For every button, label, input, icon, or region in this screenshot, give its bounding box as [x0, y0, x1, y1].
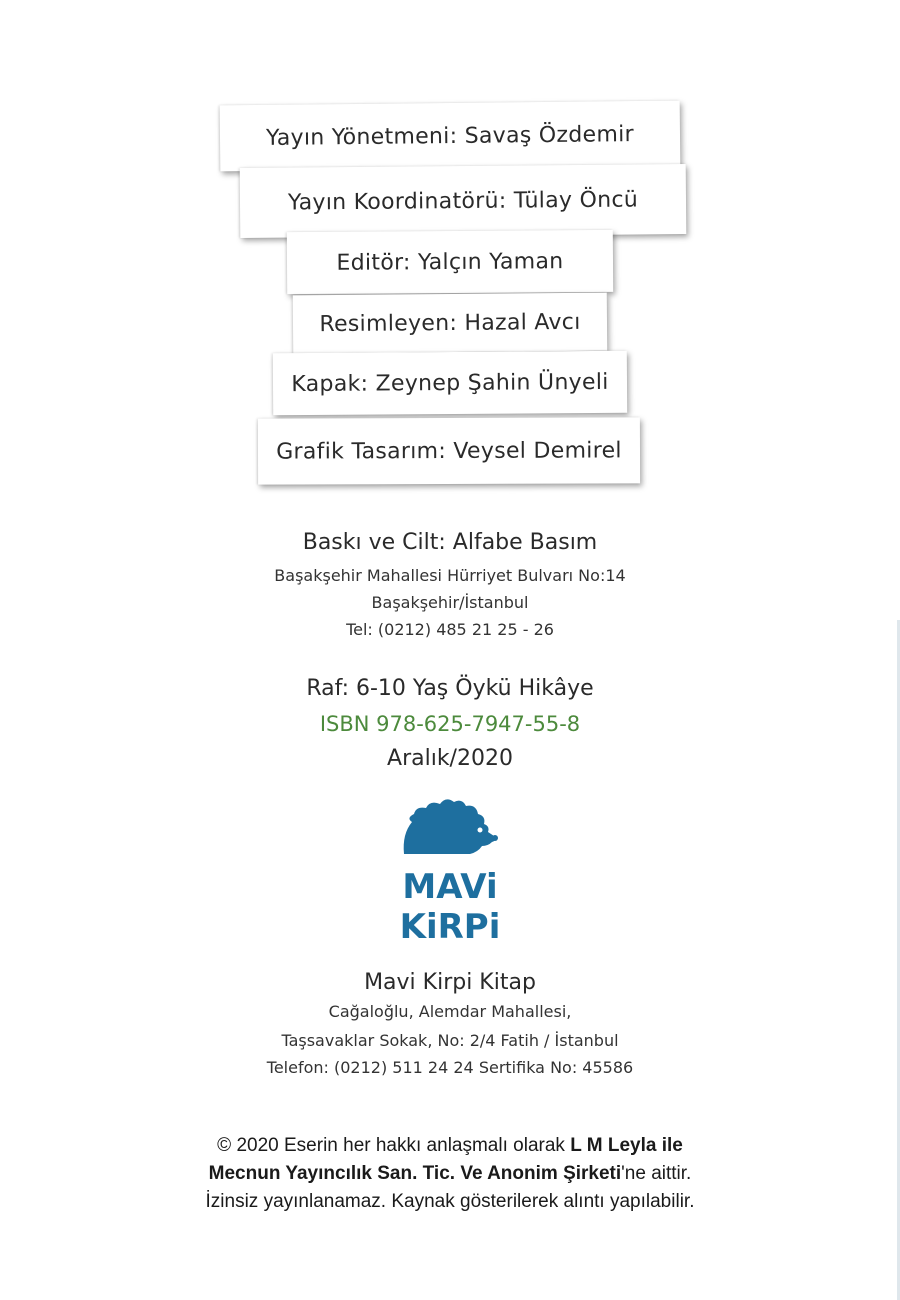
shelf-category: Raf: 6-10 Yaş Öykü Hikâye: [306, 676, 594, 701]
credit-card-publishing-director: [220, 101, 681, 172]
credit-text: Kapak: Zeynep Şahin Ünyeli: [291, 369, 609, 397]
printing-address: Başakşehir Mahallesi Hürriyet Bulvarı No:14: [274, 566, 626, 585]
printing-title: Baskı ve Cilt: Alfabe Basım: [302, 530, 598, 555]
credit-text: Yayın Koordinatörü: Tülay Öncü: [287, 186, 639, 216]
copyright-restriction: İzinsiz yayınlanamaz. Kaynak gösterilerek alıntı yapılabilir.: [205, 1191, 695, 1212]
publisher-name: Mavi Kirpi Kitap: [364, 970, 536, 995]
copyright-owner-2: Mecnun Yayıncılık San. Tic. Ve Anonim Şirketi: [208, 1163, 622, 1184]
mavi-kirpi-logo: [398, 796, 502, 942]
credit-text: Yayın Yönetmeni: Savaş Özdemir: [265, 121, 635, 151]
credit-card-editor: [287, 230, 613, 294]
credit-card-illustrator: [293, 293, 607, 354]
credit-text: Grafik Tasarım: Veysel Demirel: [276, 437, 622, 465]
publisher-phone: Telefon: (0212) 511 24 24 Sertifika No: 45586: [266, 1058, 634, 1077]
logo-word-mavi: MAVi: [402, 867, 498, 907]
credit-text: Editör: Yalçın Yaman: [336, 248, 564, 276]
publisher-address-line2: Taşsavaklar Sokak, No: 2/4 Fatih / İstanbul: [281, 1031, 619, 1050]
printing-phone: Tel: (0212) 485 21 25 - 26: [346, 620, 554, 639]
credit-card-cover: [273, 351, 627, 415]
copyright-prefix: © 2020 Eserin her hakkı anlaşmalı olarak: [217, 1135, 571, 1156]
isbn: ISBN 978-625-7947-55-8: [319, 712, 581, 736]
copyright-notice: [0, 1132, 900, 1216]
copyright-owner-1: L M Leyla ile: [570, 1135, 683, 1156]
credit-text: Resimleyen: Hazal Avcı: [319, 309, 581, 337]
hedgehog-icon: [404, 799, 498, 854]
credit-card-graphic-design: [258, 417, 640, 484]
printing-city: Başakşehir/İstanbul: [371, 593, 529, 612]
credit-card-coordinator: [240, 164, 687, 238]
publisher-address-line1: Cağaloğlu, Alemdar Mahallesi,: [328, 1002, 572, 1021]
publication-date: Aralık/2020: [387, 746, 513, 771]
copyright-suffix: 'ne aittir.: [621, 1163, 692, 1184]
logo-word-kirpi: KiRPi: [399, 907, 501, 942]
